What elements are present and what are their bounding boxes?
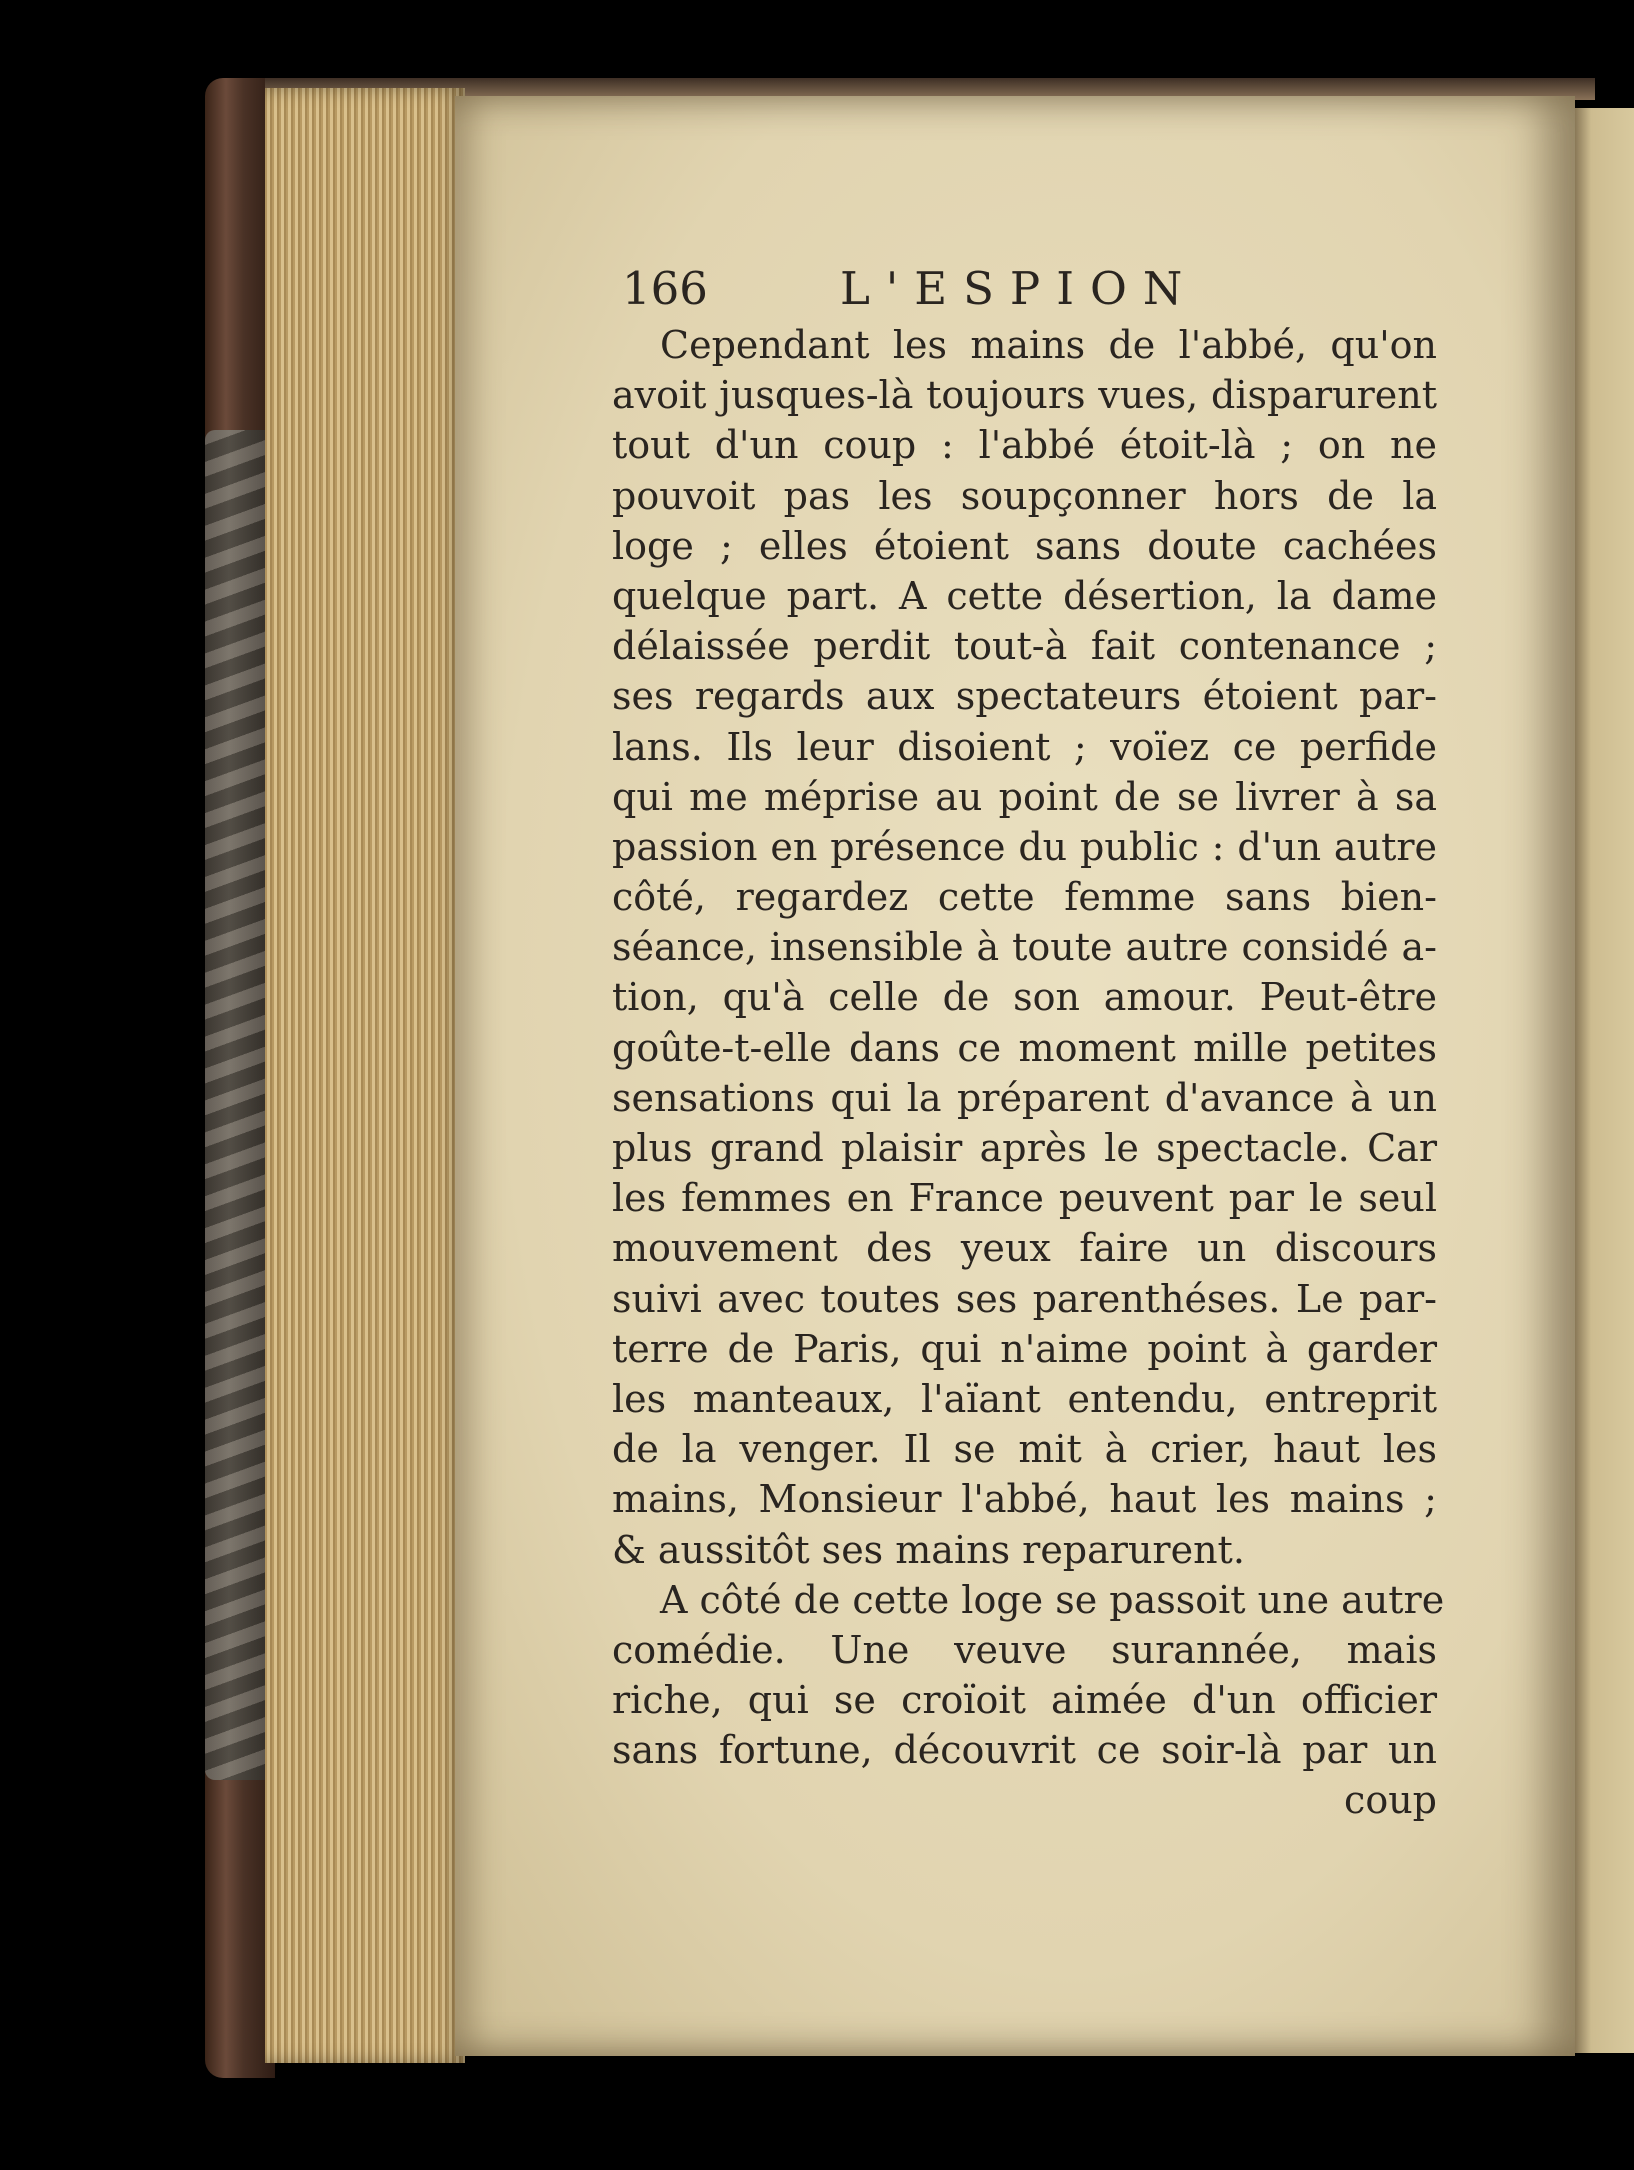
text-line: de la venger. Il se mit à crier, haut les bbox=[612, 1427, 1437, 1472]
text-line: séance, insensible à toute autre considé a- bbox=[612, 925, 1437, 970]
text-line: riche, qui se croïoit aimée d'un officier bbox=[612, 1678, 1437, 1723]
text-line: comédie. Une veuve surannée, mais bbox=[612, 1627, 1437, 1672]
text-line: sensations qui la préparent d'avance à un bbox=[612, 1075, 1437, 1120]
text-line: loge ; elles étoient sans doute cachées bbox=[612, 523, 1437, 568]
text-line: mains, Monsieur l'abbé, haut les mains ; bbox=[612, 1477, 1437, 1522]
text-line: pouvoit pas les soupçonner hors de la bbox=[612, 473, 1437, 518]
text-line: plus grand plaisir après le spectacle. Car bbox=[612, 1126, 1437, 1170]
page-edges bbox=[265, 88, 465, 2063]
page-number: 166 bbox=[622, 262, 708, 315]
catchword: coup bbox=[1344, 1778, 1437, 1823]
text-line: terre de Paris, qui n'aime point à garder bbox=[612, 1326, 1437, 1371]
text-line: délaissée perdit tout-à fait contenance ; bbox=[612, 624, 1437, 669]
text-line: ses regards aux spectateurs étoient par- bbox=[612, 674, 1437, 719]
text-line: goûte-t-elle dans ce moment mille petites bbox=[612, 1025, 1437, 1070]
text-line: mouvement des yeux faire un discours bbox=[612, 1226, 1437, 1271]
text-line: avoit jusques-là toujours vues, disparurent bbox=[612, 373, 1437, 418]
text-line: qui me méprise au point de se livrer à sa bbox=[612, 774, 1437, 819]
body-text bbox=[612, 320, 1445, 1825]
text-line: côté, regardez cette femme sans bien- bbox=[612, 875, 1437, 920]
text-line: passion en présence du public : d'un autre bbox=[612, 824, 1437, 869]
text-line: tion, qu'à celle de son amour. Peut-être bbox=[612, 975, 1437, 1020]
facing-page-edge bbox=[1568, 108, 1634, 2053]
text-line: lans. Ils leur disoient ; voïez ce perfide bbox=[612, 724, 1437, 769]
text-line: Cependant les mains de l'abbé, qu'on bbox=[660, 323, 1437, 367]
text-line: sans fortune, découvrit ce soir-là par un bbox=[612, 1728, 1437, 1773]
text-line: suivi avec toutes ses parenthéses. Le par- bbox=[612, 1276, 1437, 1321]
text-line: tout d'un coup : l'abbé étoit-là ; on ne bbox=[612, 423, 1437, 468]
page-text-block bbox=[612, 258, 1445, 1825]
text-line: & aussitôt ses mains reparurent. bbox=[612, 1527, 1245, 1572]
marbled-cover bbox=[205, 430, 265, 1780]
running-title: L'ESPION bbox=[840, 262, 1199, 315]
text-line: les femmes en France peuvent par le seul bbox=[612, 1176, 1437, 1221]
text-line: quelque part. A cette désertion, la dame bbox=[612, 573, 1437, 618]
text-line: les manteaux, l'aïant entendu, entreprit bbox=[612, 1376, 1437, 1421]
running-head bbox=[612, 258, 1437, 320]
text-line: A côté de cette loge se passoit une autre bbox=[660, 1577, 1445, 1622]
